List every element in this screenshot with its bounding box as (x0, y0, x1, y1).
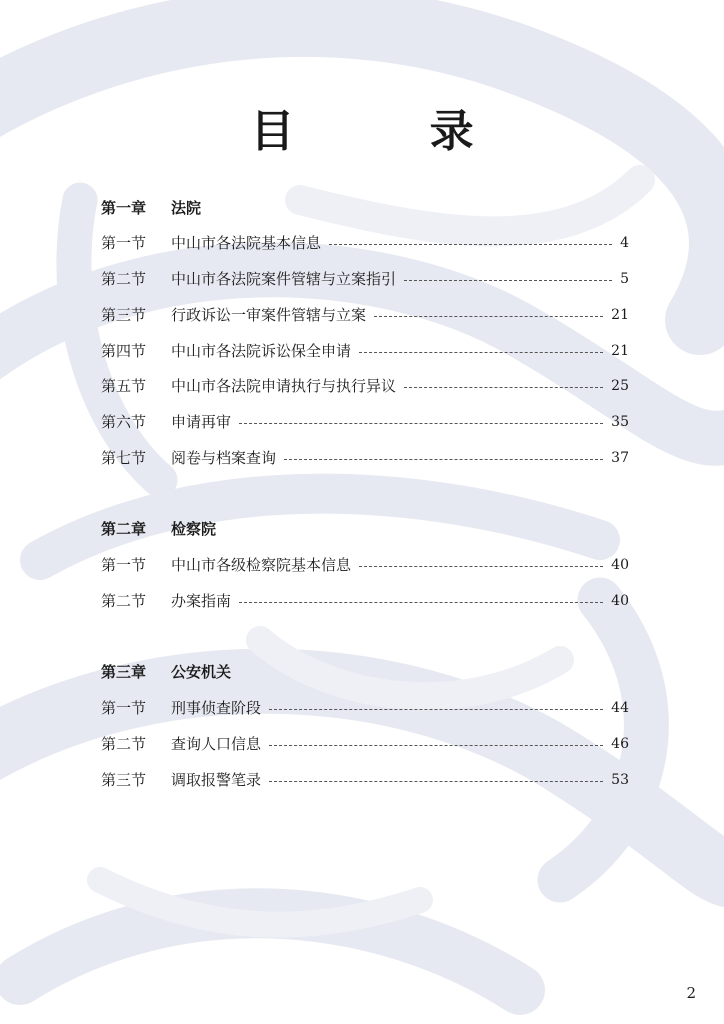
toc-entry[interactable] (101, 232, 629, 254)
section-title: 中山市各法院案件管辖与立案指引 (171, 270, 397, 288)
toc-entry[interactable] (101, 590, 629, 612)
section-title: 刑事侦查阶段 (171, 699, 262, 717)
section-page: 21 (611, 343, 629, 359)
section-page: 46 (611, 736, 629, 752)
section-label: 第五节 (101, 377, 147, 395)
section-page: 25 (611, 378, 629, 394)
section-title: 行政诉讼一审案件管辖与立案 (171, 306, 367, 324)
dot-leader (329, 244, 612, 245)
section-label: 第三节 (101, 771, 147, 789)
section-page: 37 (611, 450, 629, 466)
section-label: 第二节 (101, 592, 147, 610)
toc-entry[interactable] (101, 447, 629, 469)
section-title: 申请再审 (171, 413, 232, 431)
dot-leader (284, 459, 603, 460)
dot-leader (269, 745, 603, 746)
section-label: 第四节 (101, 342, 147, 360)
toc-entry[interactable] (101, 554, 629, 576)
section-page: 5 (620, 271, 629, 287)
section-label: 第二节 (101, 735, 147, 753)
chapter-label: 第三章 (101, 663, 147, 681)
dot-leader (404, 280, 612, 281)
toc-entry[interactable] (101, 733, 629, 755)
section-label: 第一节 (101, 699, 147, 717)
toc-entry[interactable] (101, 769, 629, 791)
toc-entry[interactable] (101, 697, 629, 719)
section-page: 40 (611, 557, 629, 573)
dot-leader (269, 709, 603, 710)
section-title: 中山市各法院诉讼保全申请 (171, 342, 352, 360)
toc-entry[interactable] (101, 304, 629, 326)
section-page: 40 (611, 593, 629, 609)
dot-leader (239, 423, 603, 424)
section-label: 第七节 (101, 449, 147, 467)
toc-entry[interactable] (101, 411, 629, 433)
section-page: 44 (611, 700, 629, 716)
section-label: 第三节 (101, 306, 147, 324)
chapter-label: 第二章 (101, 520, 147, 538)
toc-entry[interactable] (101, 268, 629, 290)
section-page: 21 (611, 307, 629, 323)
chapter-heading (101, 197, 631, 219)
chapter-name: 公安机关 (171, 663, 232, 681)
section-page: 53 (611, 772, 629, 788)
page-title: 目 录 (250, 106, 534, 157)
chapter-name: 检察院 (171, 520, 217, 538)
chapter-name: 法院 (171, 199, 202, 217)
chapter-heading (101, 518, 631, 540)
section-title: 办案指南 (171, 592, 232, 610)
dot-leader (359, 566, 603, 567)
section-label: 第二节 (101, 270, 147, 288)
dot-leader (359, 352, 603, 353)
section-title: 中山市各级检察院基本信息 (171, 556, 352, 574)
chapter-heading (101, 661, 631, 683)
section-label: 第一节 (101, 234, 147, 252)
toc-entry[interactable] (101, 340, 629, 362)
section-title: 中山市各法院申请执行与执行异议 (171, 377, 397, 395)
section-label: 第六节 (101, 413, 147, 431)
page-number: 2 (686, 984, 696, 1002)
dot-leader (269, 781, 603, 782)
section-title: 阅卷与档案查询 (171, 449, 277, 467)
dot-leader (374, 316, 603, 317)
section-title: 查询人口信息 (171, 735, 262, 753)
section-page: 4 (620, 235, 629, 251)
section-title: 调取报警笔录 (171, 771, 262, 789)
section-page: 35 (611, 414, 629, 430)
toc-entry[interactable] (101, 375, 629, 397)
section-title: 中山市各法院基本信息 (171, 234, 322, 252)
dot-leader (404, 387, 603, 388)
chapter-label: 第一章 (101, 199, 147, 217)
section-label: 第一节 (101, 556, 147, 574)
dot-leader (239, 602, 603, 603)
